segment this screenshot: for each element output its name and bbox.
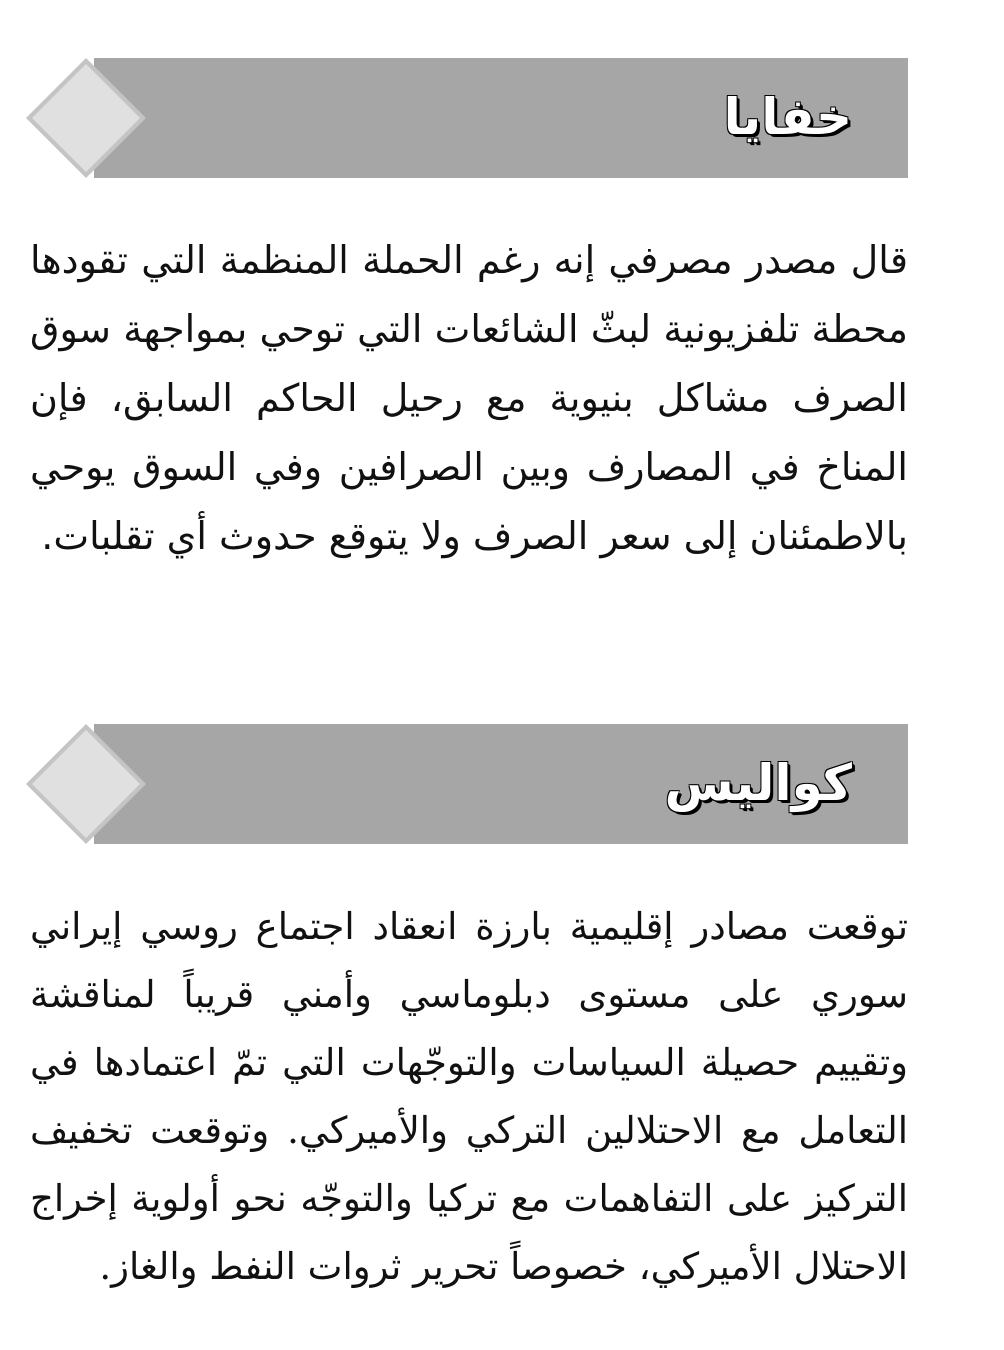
section-title: كواليس — [664, 754, 852, 812]
section-header-kawalees — [26, 724, 908, 844]
diamond-ornament-icon — [26, 724, 146, 844]
section-body-text: توقعت مصادر إقليمية بارزة انعقاد اجتماع روسي إيراني سوري على مستوى دبلوماسي وأمني قريباً لمناقشة وتقييم حصيلة السياسات والتوجّهات التي تمّ اعتمادها في التعامل مع الاحتلالين التركي والأميركي. وتوقعت تخفيف التركيز على التفاهمات مع تركيا والتوجّه نحو أولوية إخراج الاحتلال الأميركي، خصوصاً تحرير ثروات النفط والغاز. — [30, 905, 908, 1288]
section-body-text: قال مصدر مصرفي إنه رغم الحملة المنظمة التي تقودها محطة تلفزيونية لبثّ الشائعات التي توحي بمواجهة سوق الصرف مشاكل بنيوية مع رحيل الحاكم السابق، فإن المناخ في المصارف وبين الصرافين وفي السوق يوحي بالاطمئنان إلى سعر الصرف ولا يتوقع حدوث أي تقلبات. — [30, 238, 908, 558]
section-header-khafaya — [26, 58, 908, 178]
section-title: خفايا — [723, 88, 852, 146]
diamond-ornament-icon — [26, 58, 146, 178]
